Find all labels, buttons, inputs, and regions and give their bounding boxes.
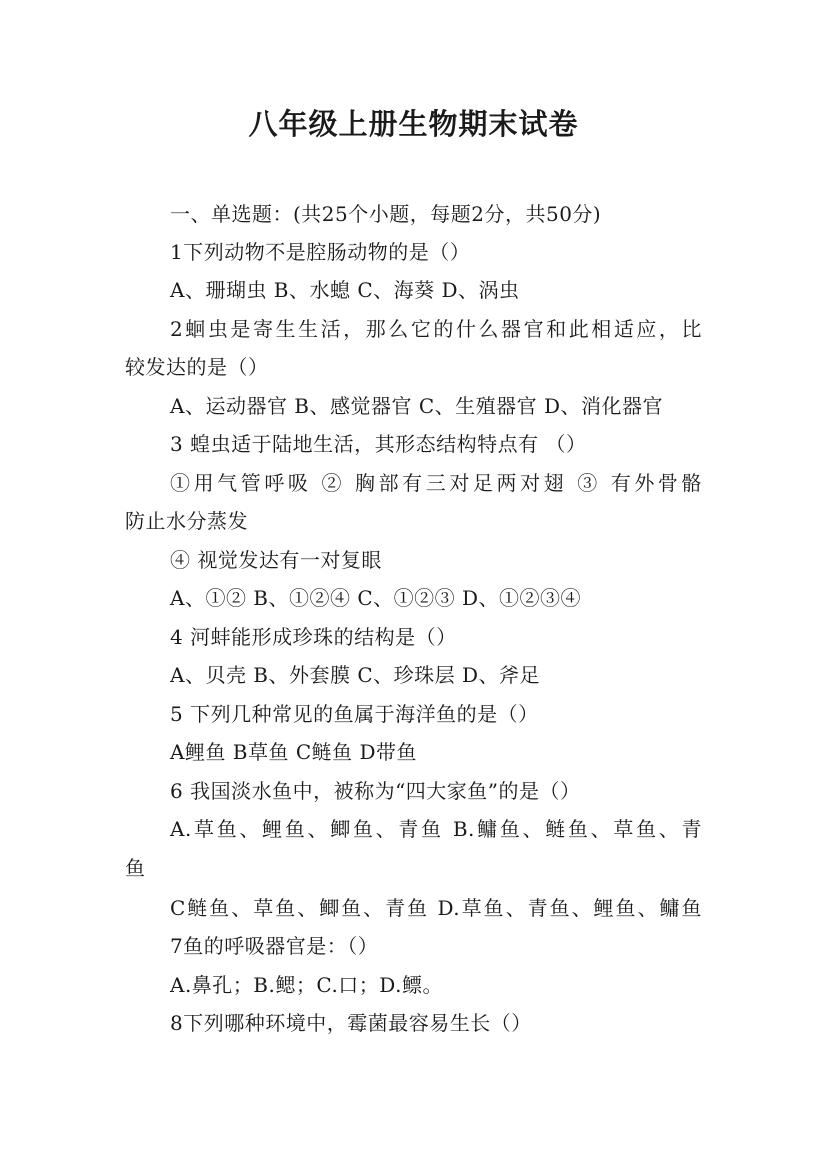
question-6-options-ab: A.草鱼、鲤鱼、鲫鱼、青鱼 B.鳙鱼、鲢鱼、草鱼、青 <box>170 817 702 841</box>
question-4-options: A、贝壳 B、外套膜 C、珍珠层 D、斧足 <box>170 663 541 687</box>
question-1: 1下列动物不是腔肠动物的是（） <box>170 240 471 264</box>
question-6-options-ab-continued: 鱼 <box>125 856 146 880</box>
question-6-options-cd: C鲢鱼、草鱼、鲫鱼、青鱼 D.草鱼、青鱼、鲤鱼、鳙鱼 <box>170 896 702 920</box>
question-3: 3 蝗虫适于陆地生活，其形态结构特点有 （） <box>170 432 587 456</box>
section-heading: 一、单选题：(共25个小题，每题2分，共50分) <box>170 202 602 226</box>
question-7-options: A.鼻孔；B.鳃；C.口；D.鳔。 <box>170 973 443 997</box>
question-3-statements: ①用气管呼吸 ② 胸部有三对足两对翅 ③ 有外骨骼 <box>170 471 702 495</box>
question-2-continued: 较发达的是（） <box>125 355 269 379</box>
question-5-options: A鲤鱼 B草鱼 C鲢鱼 D带鱼 <box>170 740 418 764</box>
page-title: 八年级上册生物期末试卷 <box>248 107 579 141</box>
question-3-statement-4: ④ 视觉发达有一对复眼 <box>170 548 382 572</box>
question-3-options: A、①② B、①②④ C、①②③ D、①②③④ <box>170 586 582 610</box>
question-7: 7鱼的呼吸器官是：（） <box>170 934 379 958</box>
question-3-statements-continued: 防止水分蒸发 <box>125 509 248 533</box>
question-8: 8下列哪种环境中，霉菌最容易生长（） <box>170 1011 532 1035</box>
question-2-options: A、运动器官 B、感觉器官 C、生殖器官 D、消化器官 <box>170 394 664 418</box>
question-2: 2蛔虫是寄生生活，那么它的什么器官和此相适应，比 <box>170 317 702 341</box>
question-4: 4 河蚌能形成珍珠的结构是（） <box>170 625 457 649</box>
question-1-options: A、珊瑚虫 B、水螅 C、海葵 D、涡虫 <box>170 278 520 302</box>
question-6: 6 我国淡水鱼中，被称为“四大家鱼”的是（） <box>170 779 581 803</box>
question-5: 5 下列几种常见的鱼属于海洋鱼的是（） <box>170 702 539 726</box>
